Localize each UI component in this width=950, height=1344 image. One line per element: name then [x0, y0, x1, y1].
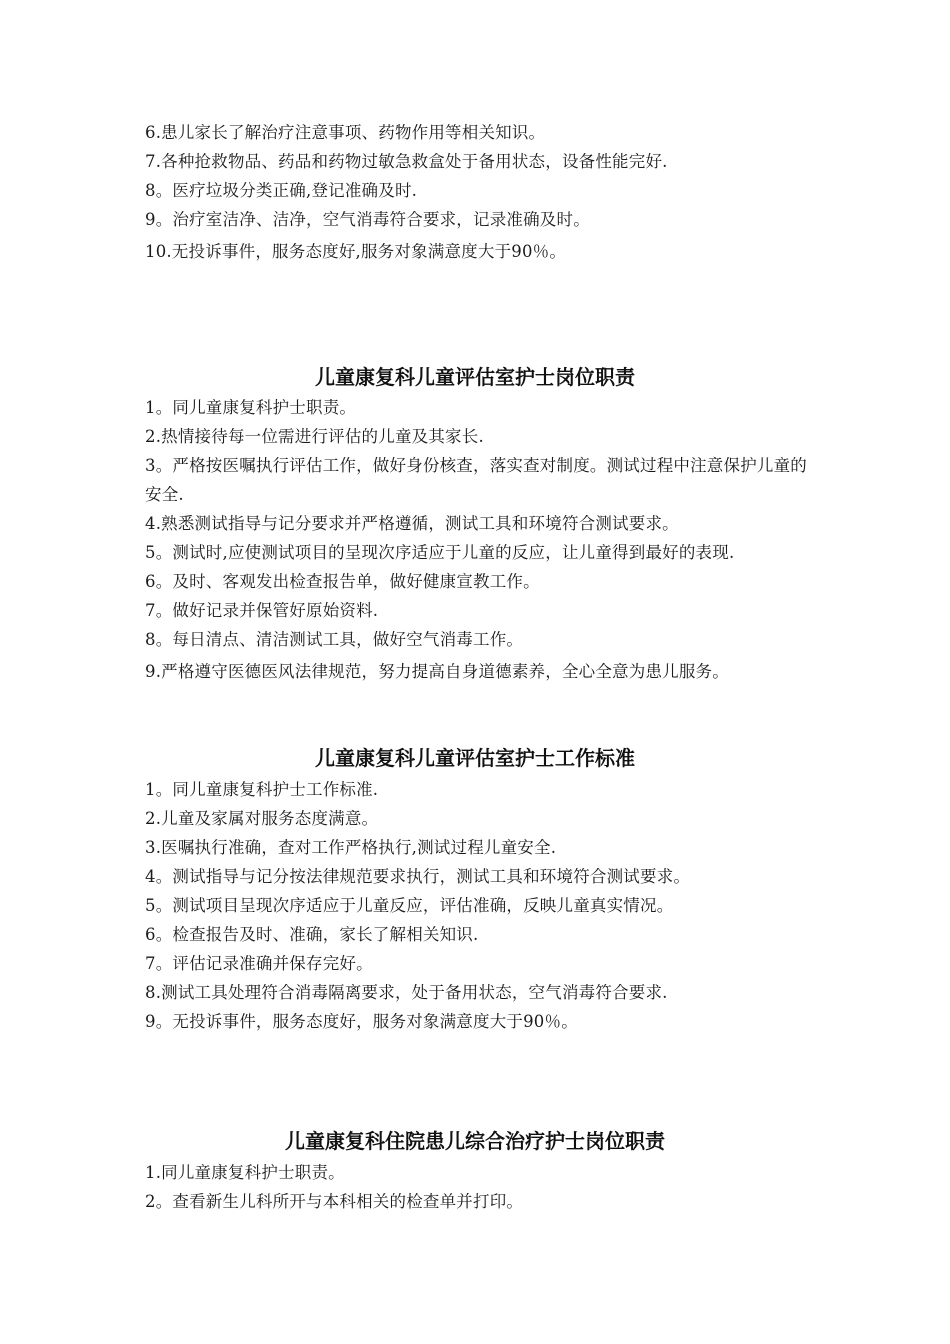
list-item: 5。测试项目呈现次序适应于儿童反应，评估准确，反映儿童真实情况。	[145, 896, 674, 915]
section-continued-list	[145, 118, 815, 266]
list-item: 1。同儿童康复科护士职责。	[145, 398, 357, 417]
list-item: 9。治疗室洁净、洁净，空气消毒符合要求，记录准确及时。	[145, 210, 590, 229]
list-item: 9.严格遵守医德医风法律规范，努力提高自身道德素养，全心全意为患儿服务。	[145, 662, 729, 681]
list-item: 8。每日清点、清洁测试工具，做好空气消毒工作。	[145, 630, 524, 649]
list-item: 6。检查报告及时、准确，家长了解相关知识.	[145, 925, 479, 944]
section-assessment-standards-list	[145, 775, 815, 1036]
list-item: 8。医疗垃圾分类正确,登记准确及时.	[145, 181, 418, 200]
list-item: 6.患儿家长了解治疗注意事项、药物作用等相关知识。	[145, 123, 546, 142]
section-title-assessment-duties: 儿童康复科儿童评估室护士岗位职责	[315, 365, 635, 389]
list-item: 10.无投诉事件，服务态度好,服务对象满意度大于90％。	[145, 242, 567, 261]
list-item: 4。测试指导与记分按法律规范要求执行，测试工具和环境符合测试要求。	[145, 867, 691, 886]
section-title-assessment-standards: 儿童康复科儿童评估室护士工作标准	[315, 746, 635, 770]
list-item: 7。评估记录准确并保存完好。	[145, 954, 373, 973]
section-title-inpatient-treatment-duties: 儿童康复科住院患儿综合治疗护士岗位职责	[285, 1129, 665, 1153]
list-item: 1.同儿童康复科护士职责。	[145, 1163, 345, 1182]
list-item: 1。同儿童康复科护士工作标准.	[145, 780, 379, 799]
list-item: 7.各种抢救物品、药品和药物过敏急救盒处于备用状态，设备性能完好.	[145, 152, 668, 171]
section-inpatient-treatment-duties-list	[145, 1158, 815, 1216]
list-item: 4.熟悉测试指导与记分要求并严格遵循，测试工具和环境符合测试要求。	[145, 514, 679, 533]
list-item: 2。查看新生儿科所开与本科相关的检查单并打印。	[145, 1192, 524, 1211]
list-item: 9。无投诉事件，服务态度好，服务对象满意度大于90％。	[145, 1012, 578, 1031]
list-item: 2.热情接待每一位需进行评估的儿童及其家长.	[145, 427, 484, 446]
list-item: 3.医嘱执行准确，查对工作严格执行,测试过程儿童安全.	[145, 838, 557, 857]
list-item: 3。严格按医嘱执行评估工作，做好身份核查，落实查对制度。测试过程中注意保护儿童的安全.	[145, 456, 807, 504]
list-item: 8.测试工具处理符合消毒隔离要求，处于备用状态，空气消毒符合要求.	[145, 983, 668, 1002]
list-item: 2.儿童及家属对服务态度满意。	[145, 809, 379, 828]
section-assessment-duties-list	[145, 393, 815, 686]
list-item: 7。做好记录并保管好原始资料.	[145, 601, 379, 620]
list-item: 5。测试时,应使测试项目的呈现次序适应于儿童的反应，让儿童得到最好的表现.	[145, 543, 735, 562]
list-item: 6。及时、客观发出检查报告单，做好健康宣教工作。	[145, 572, 540, 591]
